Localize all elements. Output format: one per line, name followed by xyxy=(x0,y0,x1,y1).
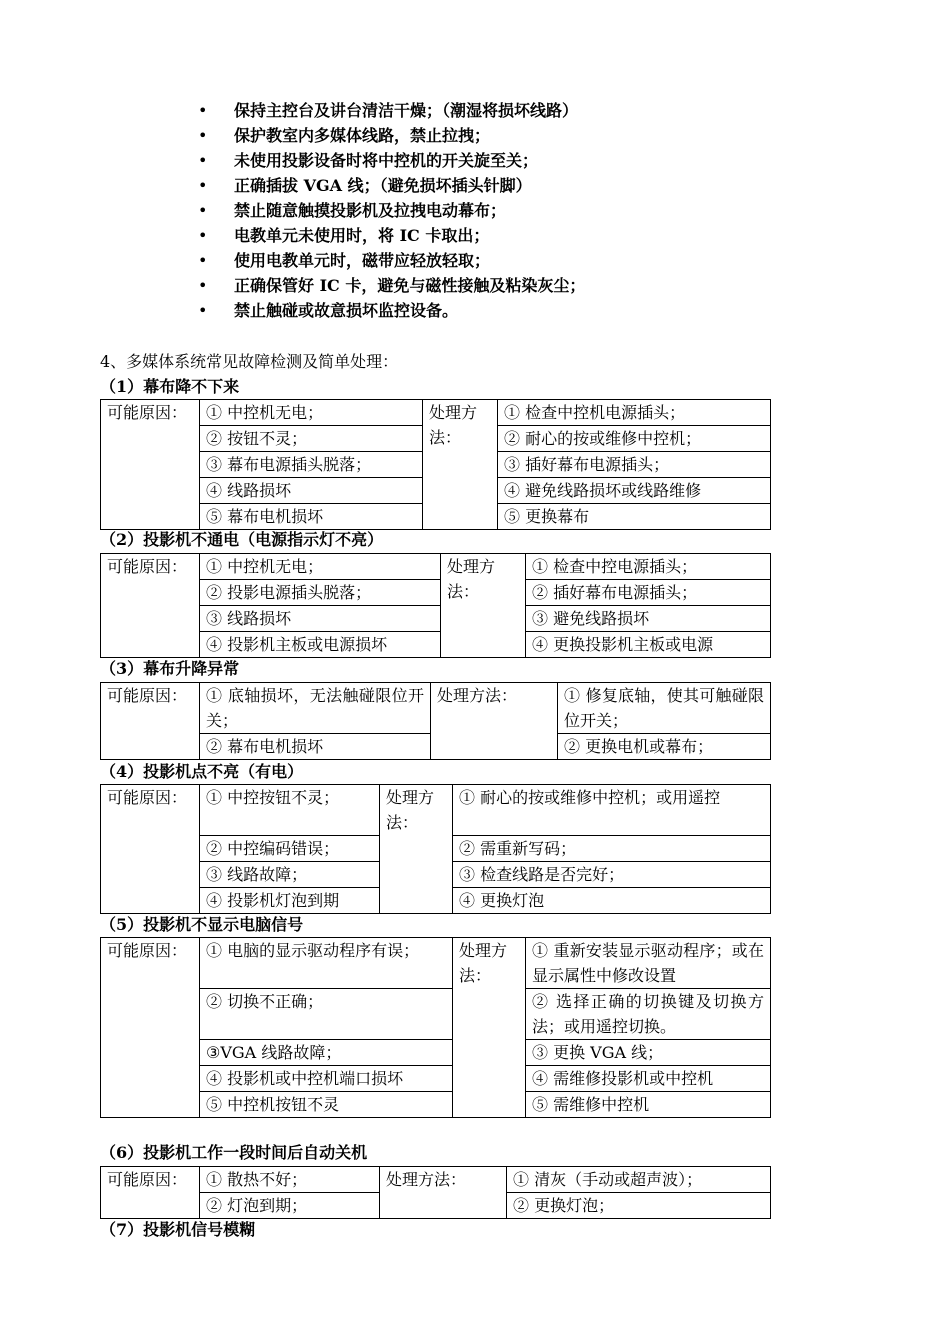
bullet-icon: • xyxy=(198,101,208,120)
fault-2-table xyxy=(100,553,771,658)
fault-3-table xyxy=(100,682,771,760)
bullet-icon: • xyxy=(198,276,208,295)
cause-cell: ① 散热不好； xyxy=(200,1167,380,1193)
fix-cell: ① 重新安装显示驱动程序；或在显示属性中修改设置 xyxy=(526,938,771,989)
fix-cell: ① 耐心的按或维修中控机；或用遥控 xyxy=(453,785,771,836)
cause-cell: ① 中控机无电； xyxy=(200,554,441,580)
fix-cell: ④ 避免线路损坏或线路维修 xyxy=(498,478,771,504)
table-row xyxy=(101,400,771,426)
table-row xyxy=(101,1040,771,1066)
fix-cell: ① 检查中控电源插头； xyxy=(526,554,771,580)
fault-6-table xyxy=(100,1166,771,1219)
method-label: 处理方法： xyxy=(441,554,526,658)
cause-cell: ③ 线路故障； xyxy=(200,862,380,888)
cause-label: 可能原因： xyxy=(101,554,200,658)
cause-cell: ② 灯泡到期； xyxy=(200,1193,380,1219)
rule-item: • 禁止随意触摸投影机及拉拽电动幕布； xyxy=(196,198,585,223)
fix-cell: ② 耐心的按或维修中控机； xyxy=(498,426,771,452)
cause-cell: ④ 投影机或中控机端口损坏 xyxy=(200,1066,453,1092)
table-row xyxy=(101,1092,771,1118)
bullet-icon: • xyxy=(198,126,208,145)
cause-label: 可能原因： xyxy=(101,400,200,530)
table-row xyxy=(101,606,771,632)
cause-cell: ② 中控编码错误； xyxy=(200,836,380,862)
cause-label: 可能原因： xyxy=(101,683,200,760)
fault-5-table xyxy=(100,937,771,1118)
bullet-icon: • xyxy=(198,226,208,245)
table-row xyxy=(101,683,771,734)
method-label: 处理方法： xyxy=(380,785,453,914)
cause-cell: ③ 幕布电源插头脱落； xyxy=(200,452,423,478)
bullet-icon: • xyxy=(198,151,208,170)
bullet-icon: • xyxy=(198,251,208,270)
fix-cell: ③ 避免线路损坏 xyxy=(526,606,771,632)
cause-cell: ⑤ 中控机按钮不灵 xyxy=(200,1092,453,1118)
cause-label: 可能原因： xyxy=(101,1167,200,1219)
fix-cell: ① 修复底轴，使其可触碰限位开关； xyxy=(558,683,771,734)
method-label: 处理方法： xyxy=(453,938,526,1118)
cause-cell: ② 按钮不灵； xyxy=(200,426,423,452)
fix-cell: ④ 需维修投影机或中控机 xyxy=(526,1066,771,1092)
table-row xyxy=(101,632,771,658)
maintenance-rules-list xyxy=(196,98,585,323)
section-heading: 4、多媒体系统常见故障检测及简单处理： xyxy=(100,352,399,371)
fault-6-title: （6）投影机工作一段时间后自动关机 xyxy=(100,1143,368,1162)
method-label: 处理方法： xyxy=(431,683,558,760)
fault-1-title: （1）幕布降不下来 xyxy=(100,377,240,396)
bullet-icon: • xyxy=(198,176,208,195)
cause-cell: ① 中控机无电； xyxy=(200,400,423,426)
table-row xyxy=(101,580,771,606)
table-row xyxy=(101,1066,771,1092)
cause-cell: ④ 投影机灯泡到期 xyxy=(200,888,380,914)
cause-cell: ① 中控按钮不灵； xyxy=(200,785,380,836)
cause-cell: ③VGA 线路故障； xyxy=(200,1040,453,1066)
cause-label: 可能原因： xyxy=(101,938,200,1118)
fix-cell: ① 检查中控机电源插头； xyxy=(498,400,771,426)
table-row xyxy=(101,554,771,580)
fix-cell: ② 更换灯泡； xyxy=(507,1193,771,1219)
cause-cell: ⑤ 幕布电机损坏 xyxy=(200,504,423,530)
fix-cell: ⑤ 需维修中控机 xyxy=(526,1092,771,1118)
table-row xyxy=(101,1167,771,1193)
cause-cell: ② 幕布电机损坏 xyxy=(200,734,431,760)
fix-cell: ③ 检查线路是否完好； xyxy=(453,862,771,888)
cause-label: 可能原因： xyxy=(101,785,200,914)
fault-2-title: （2）投影机不通电（电源指示灯不亮） xyxy=(100,530,384,549)
fix-cell: ② 选择正确的切换键及切换方法；或用遥控切换。 xyxy=(526,989,771,1040)
fix-cell: ① 清灰（手动或超声波）； xyxy=(507,1167,771,1193)
rule-item: • 保护教室内多媒体线路，禁止拉拽； xyxy=(196,123,585,148)
fix-cell: ④ 更换投影机主板或电源 xyxy=(526,632,771,658)
cause-cell: ② 切换不正确； xyxy=(200,989,453,1040)
fault-7-title: （7）投影机信号模糊 xyxy=(100,1220,256,1239)
cause-cell: ④ 线路损坏 xyxy=(200,478,423,504)
fault-3-title: （3）幕布升降异常 xyxy=(100,659,240,678)
cause-cell: ④ 投影机主板或电源损坏 xyxy=(200,632,441,658)
bullet-icon: • xyxy=(198,201,208,220)
fix-cell: ④ 更换灯泡 xyxy=(453,888,771,914)
cause-cell: ③ 线路损坏 xyxy=(200,606,441,632)
cause-cell: ① 电脑的显示驱动程序有误； xyxy=(200,938,453,989)
fix-cell: ② 更换电机或幕布； xyxy=(558,734,771,760)
fault-5-title: （5）投影机不显示电脑信号 xyxy=(100,915,304,934)
cause-cell: ① 底轴损坏，无法触碰限位开关； xyxy=(200,683,431,734)
rule-item: • 使用电教单元时，磁带应轻放轻取； xyxy=(196,248,585,273)
rule-item: • 正确保管好 IC 卡，避免与磁性接触及粘染灰尘； xyxy=(196,273,585,298)
rule-item: • 电教单元未使用时，将 IC 卡取出； xyxy=(196,223,585,248)
fault-1-table xyxy=(100,399,771,530)
cause-cell: ② 投影电源插头脱落； xyxy=(200,580,441,606)
fix-cell: ③ 插好幕布电源插头； xyxy=(498,452,771,478)
rule-item: • 保持主控台及讲台清洁干燥；（潮湿将损坏线路） xyxy=(196,98,585,123)
rule-item: • 禁止触碰或故意损坏监控设备。 xyxy=(196,298,585,323)
rule-item: • 未使用投影设备时将中控机的开关旋至关； xyxy=(196,148,585,173)
table-row xyxy=(101,989,771,1040)
fix-cell: ② 插好幕布电源插头； xyxy=(526,580,771,606)
fix-cell: ③ 更换 VGA 线； xyxy=(526,1040,771,1066)
fix-cell: ⑤ 更换幕布 xyxy=(498,504,771,530)
table-row xyxy=(101,938,771,989)
method-label: 处理方法： xyxy=(423,400,498,530)
fault-4-table xyxy=(100,784,771,914)
fix-cell: ② 需重新写码； xyxy=(453,836,771,862)
rule-item: • 正确插拔 VGA 线；（避免损坏插头针脚） xyxy=(196,173,585,198)
fault-4-title: （4）投影机点不亮（有电） xyxy=(100,762,304,781)
table-row xyxy=(101,785,771,836)
bullet-icon: • xyxy=(198,301,208,320)
method-label: 处理方法： xyxy=(380,1167,507,1219)
